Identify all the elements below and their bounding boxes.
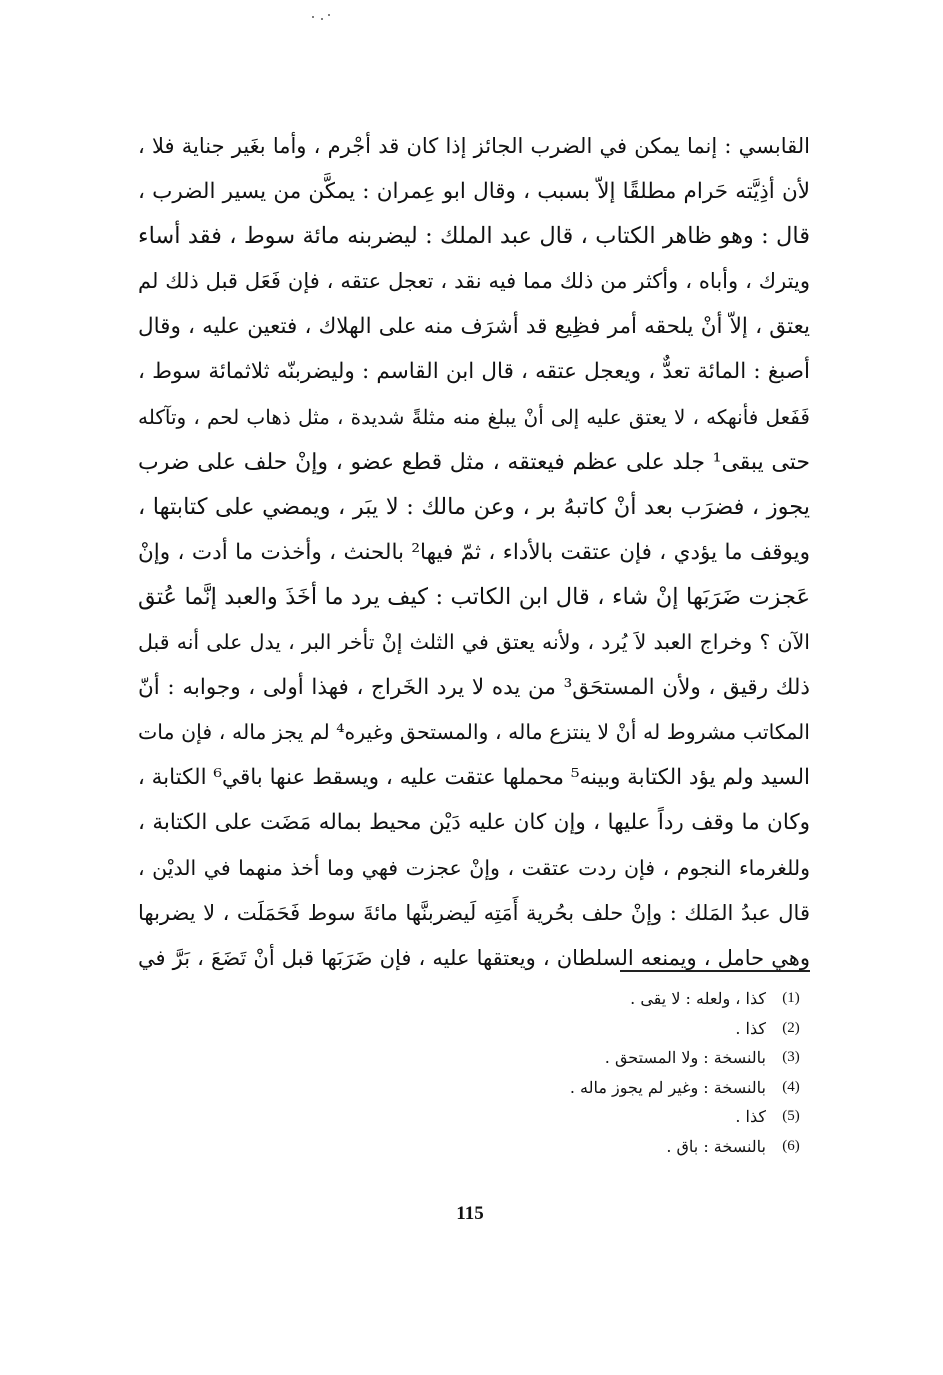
footnote-item <box>480 1073 810 1103</box>
footnote-item <box>480 1102 810 1132</box>
footnote-item <box>480 1014 810 1044</box>
footnote-text: كذا . <box>735 1018 766 1038</box>
footnote-number: (1) <box>782 990 800 1006</box>
footnote-item <box>480 984 810 1014</box>
footnote-number: (6) <box>782 1137 800 1154</box>
text-line: ذلك رقيق ، ولأن المستحَق³ من يده لا يرد الخَراج ، فهذا أولى ، وجوابه : أنّ <box>138 675 810 701</box>
footnote-number: (3) <box>782 1049 800 1066</box>
text-line: وكان ما وقف رداً عليها ، وإن كان عليه دَيْن محيط بماله مَضَت على الكتابة ، <box>138 810 810 836</box>
footnote-text: بالنسخة : وغير لم يجوز ماله . <box>569 1077 766 1097</box>
text-line: حتى يبقى¹ جلد على عظم فيعتقه ، مثل قطع عضو ، وإنْ حلف على ضرب <box>138 449 810 475</box>
scan-specks <box>312 12 332 20</box>
text-line: لأن أذِيَّته حَرام مطلقًا إلاّ بسبب ، وقال ابو عِمران : يمكَّن من يسير الضرب ، <box>138 179 810 205</box>
footnote-text: كذا ، ولعله : لا يقى . <box>630 989 766 1008</box>
footnote-text: بالنسخة : ولا المستحق . <box>604 1048 766 1068</box>
text-line: أصبغ : المائة تعدٌّ ، ويعجل عتقه ، قال ابن القاسم : وليضربنّه ثلاثمائة سوط ، <box>138 359 810 385</box>
footnote-number: (4) <box>782 1078 800 1095</box>
footnotes <box>480 984 810 1162</box>
speck <box>321 18 323 20</box>
footnote-text: بالنسخة : باق . <box>666 1136 766 1156</box>
text-line: فَفَعل فأنهكه ، لا يعتق عليه إلى أنْ يبلغ منه مثلةً شديدة ، مثل ذهاب لحم ، وتآكله <box>138 404 810 429</box>
footnote-number: (2) <box>782 1019 800 1036</box>
footnote-divider <box>620 970 810 972</box>
text-line: عَجزت ضَرَبَها إنْ شاء ، قال ابن الكاتب : كيف يرد ما أخَذَ والعبد إنَّما عُتق <box>138 583 810 610</box>
text-line: قال : وهو ظاهر الكتاب ، قال عبد الملك : ليضربنه مائة سوط ، فقد أساء <box>138 223 810 250</box>
footnote-text: كذا . <box>735 1107 766 1127</box>
text-line: السيد ولم يؤد الكتابة وبينه⁵ محملها عتقت عليه ، ويسقط عنها باقي⁶ الكتابة ، <box>138 765 810 791</box>
speck <box>328 14 330 16</box>
text-line: وللغرماء النجوم ، فإن ردت عتقت ، وإنْ عجزت فهي وما أخذ منهما في الديْن ، <box>138 855 810 880</box>
page-number: 115 <box>456 1203 484 1224</box>
footnote-item <box>480 1132 810 1162</box>
text-line: القابسي : إنما يمكن في الضرب الجائز إذا كان قد أجْرم ، وأما بغَير جناية فلا ، <box>138 134 810 158</box>
text-line: يعتق ، إلاّ أنْ يلحقه أمر فظِيع قد أشرَف منه على الهلاك ، فتعين عليه ، وقال <box>138 314 810 340</box>
speck <box>312 16 314 18</box>
text-line: الآن ؟ وخراج العبد لاَ يُرد ، ولأنه يعتق في الثلث إنْ تأخر البر ، يدل على أنه قبل <box>138 630 810 655</box>
footnote-item <box>480 1043 810 1073</box>
text-line: ويترك ، وأباه ، وأكثر من ذلك مما فيه نقد ، تعجل عتقه ، فإن فَعَل قبل ذلك لم <box>138 269 810 294</box>
text-line: ويوقف ما يؤدي ، فإن عتقت بالأداء ، ثمّ فيها² بالحنث ، وأخذت ما أدت ، وإنْ <box>138 539 810 565</box>
footnote-number: (5) <box>782 1108 800 1125</box>
text-line: يجوز ، فضرَب بعد أنْ كاتبهُ بر ، وعن مالك : لا يبَر ، ويمضي على كتابتها ، <box>138 493 810 520</box>
text-line: وهي حامل ، ويمنعه السلطان ، ويعتقها عليه ، فإن ضَرَبَها قبل أنْ تَضَعَ ، بَرَّ في <box>138 945 810 970</box>
main-text-block <box>138 124 810 981</box>
text-line: قال عبدُ المَلك : وإنْ حلف بحُرية أَمَتِه لَيضربنَّها مائةَ سوط فَحَمَلَت ، لا يضربها <box>138 900 810 925</box>
text-line: المكاتب مشروط له أنْ لا ينتزع ماله ، والمستحق وغيره⁴ لم يجز ماله ، فإن مات <box>138 720 810 745</box>
